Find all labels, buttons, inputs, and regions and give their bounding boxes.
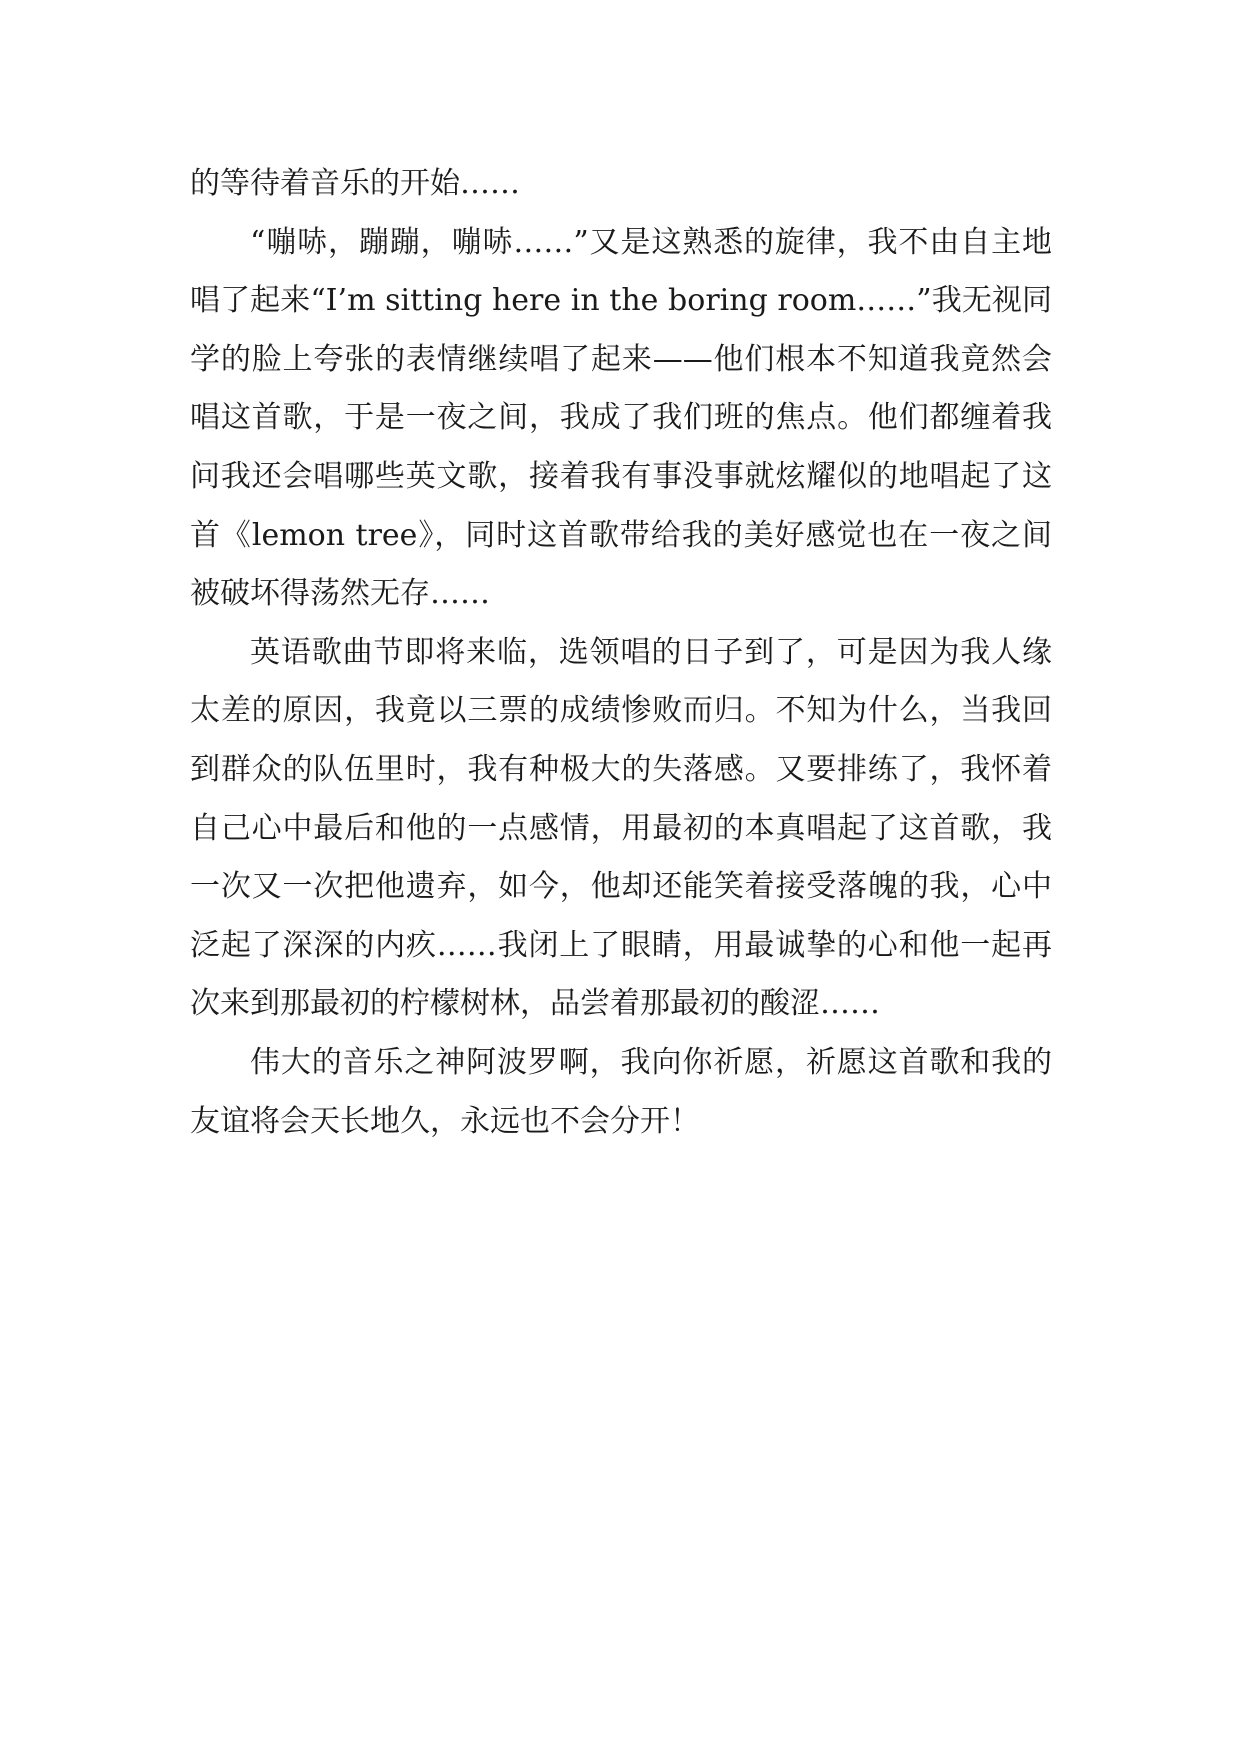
paragraph: “嘣哧，蹦蹦，嘣哧……”又是这熟悉的旋律，我不由自主地唱了起来“I’m sitting here in the boring room……”我无视同学的脸上夸张的表情继续唱了起来——他们根本不知道我竟然会唱这首歌，于是一夜之间，我成了我们班的焦点。他们都缠着我问我还会唱哪些英文歌，接着我有事没事就炫耀似的地唱起了这首《lemon tree》，同时这首歌带给我的美好感觉也在一夜之间被破坏得荡然无存…… bbox=[190, 224, 1052, 612]
document-body bbox=[190, 155, 1052, 1151]
paragraph: 伟大的音乐之神阿波罗啊，我向你祈愿，祈愿这首歌和我的友谊将会天长地久，永远也不会分开！ bbox=[190, 1044, 1052, 1139]
paragraph-continuation: 的等待着音乐的开始…… bbox=[190, 166, 520, 201]
paragraph: 英语歌曲节即将来临，选领唱的日子到了，可是因为我人缘太差的原因，我竟以三票的成绩惨败而归。不知为什么，当我回到群众的队伍里时，我有种极大的失落感。又要排练了，我怀着自己心中最后和他的一点感情，用最初的本真唱起了这首歌，我一次又一次把他遗弃，如今，他却还能笑着接受落魄的我，心中泛起了深深的内疚……我闭上了眼睛，用最诚挚的心和他一起再次来到那最初的柠檬树林，品尝着那最初的酸涩…… bbox=[190, 634, 1052, 1022]
